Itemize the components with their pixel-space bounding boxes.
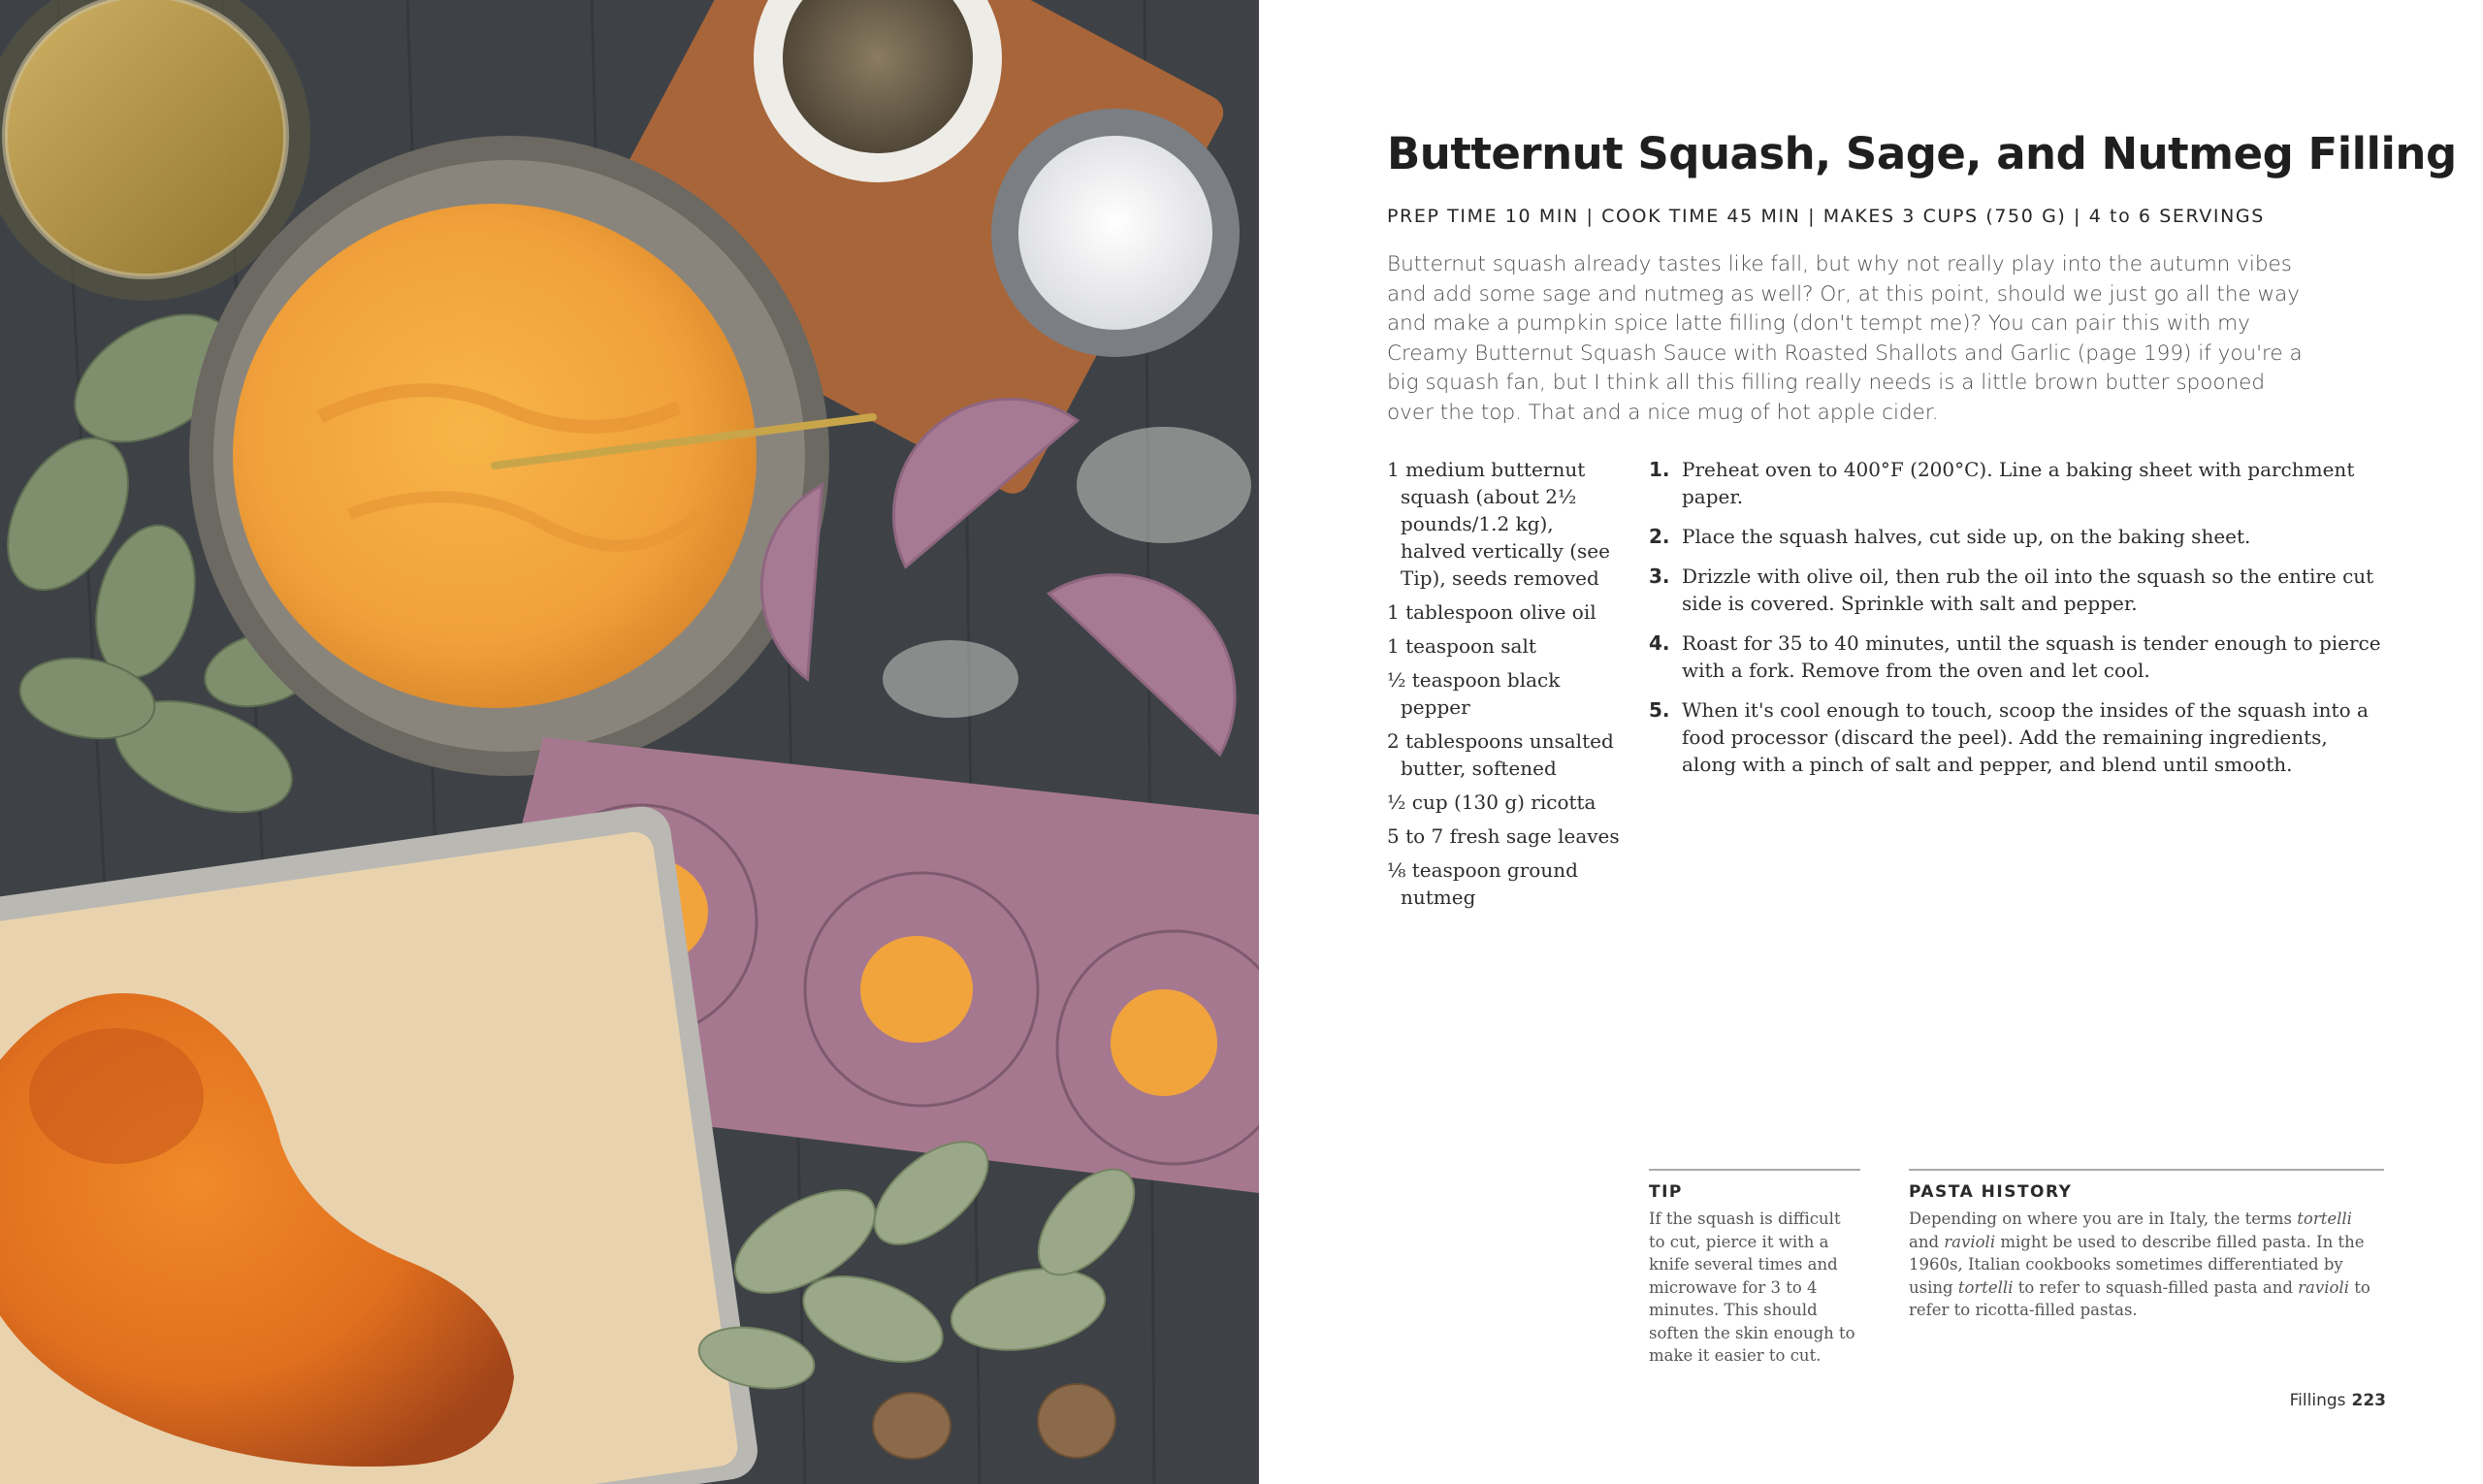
- pasta-history-box: [1909, 1169, 2384, 1322]
- history-italic-term: tortelli: [1957, 1277, 2014, 1297]
- step-item: [1649, 629, 2386, 684]
- ingredient-item: ⅛ teaspoon ground nutmeg: [1387, 858, 1578, 909]
- ingredient-item: 2 tablespoons unsalted butter, softened: [1387, 729, 1614, 780]
- pasta-history-heading: PASTA HISTORY: [1909, 1182, 2073, 1202]
- tip-box: [1649, 1169, 1860, 1368]
- history-text-part: and: [1909, 1232, 1945, 1251]
- step-text: Preheat oven to 400°F (200°C). Line a baking sheet with parchment paper.: [1682, 458, 2355, 508]
- ingredient-item: 1 tablespoon olive oil: [1387, 600, 1596, 624]
- step-number: 2.: [1649, 525, 1670, 548]
- tip-heading: TIP: [1649, 1182, 1683, 1202]
- history-italic-term: ravioli: [1944, 1232, 1996, 1251]
- recipe-meta: PREP TIME 10 MIN | COOK TIME 45 MIN | MAKES 3 CUPS (750 G) | 4 to 6 SERVINGS: [1387, 206, 2265, 227]
- step-item: [1649, 563, 2386, 617]
- ingredient-list: [1387, 456, 1620, 918]
- ingredient-item: ½ cup (130 g) ricotta: [1387, 790, 1596, 814]
- ingredient-item: 5 to 7 fresh sage leaves: [1387, 824, 1620, 848]
- ingredient-item: 1 teaspoon salt: [1387, 634, 1536, 658]
- history-text-part: to refer to squash-filled pasta and: [2013, 1277, 2299, 1297]
- step-text: When it's cool enough to touch, scoop the insides of the squash into a food processor (discard the peel). Add the remaining ingredients, along with a pinch of salt and pepper, and blend until smooth.: [1682, 698, 2369, 776]
- ingredient-item: ½ teaspoon black pepper: [1387, 668, 1561, 719]
- salt-bowl: [991, 109, 1240, 357]
- recipe-intro: Butternut squash already tastes like fall, but why not really play into the autumn vibes and add some sage and nutmeg as well? Or, at this point, should we just go all the way and make a pumpkin spice latte filling (don't tempt me)? You can pair this with my Creamy Butternut Squash Sauce with Roasted Shallots and Garlic (page 199) if you're a big squash fan, but I think all this filling really needs is a little brown butter spooned over the top. That and a nice mug of hot apple cider.: [1387, 252, 2303, 425]
- folio-section: Fillings: [2289, 1391, 2346, 1410]
- step-number: 5.: [1649, 698, 1670, 722]
- step-number: 4.: [1649, 631, 1670, 655]
- page-folio: [2290, 1391, 2386, 1410]
- history-italic-term: ravioli: [2298, 1277, 2349, 1297]
- step-text: Roast for 35 to 40 minutes, until the squash is tender enough to pierce with a fork. Remove from the oven and let cool.: [1682, 631, 2381, 682]
- step-item: [1649, 696, 2386, 778]
- history-italic-term: tortelli: [2297, 1210, 2352, 1228]
- method-steps: [1649, 456, 2386, 790]
- step-item: [1649, 456, 2386, 510]
- history-text-part: to refer to ricotta-filled pastas.: [1909, 1277, 2370, 1319]
- history-text-part: might be used to describe filled pasta. In the 1960s, Italian cookbooks sometimes differentiated by using: [1909, 1232, 2365, 1297]
- baking-tray: [0, 803, 761, 1484]
- step-number: 1.: [1649, 458, 1670, 481]
- recipe-title: Butternut Squash, Sage, and Nutmeg Filling: [1387, 128, 2457, 179]
- recipe-page: [1259, 0, 2483, 1484]
- step-number: 3.: [1649, 565, 1670, 588]
- step-text: Drizzle with olive oil, then rub the oil into the squash so the entire cut side is covered. Sprinkle with salt and pepper.: [1682, 565, 2374, 615]
- step-item: [1649, 523, 2386, 550]
- tip-text: If the squash is difficult to cut, pierce it with a knife several times and microwave for 3 to 4 minutes. This should soften the skin enough to make it easier to cut.: [1649, 1210, 1855, 1365]
- page-number: 223: [2351, 1391, 2386, 1410]
- history-text-part: Depending on where you are in Italy, the terms: [1909, 1210, 2298, 1228]
- ingredient-item: 1 medium butternut squash (about 2½ pounds/1.2 kg), halved vertically (see Tip), seeds removed: [1387, 458, 1610, 590]
- pasta-history-text: [1909, 1208, 2384, 1322]
- step-text: Place the squash halves, cut side up, on the baking sheet.: [1682, 525, 2251, 548]
